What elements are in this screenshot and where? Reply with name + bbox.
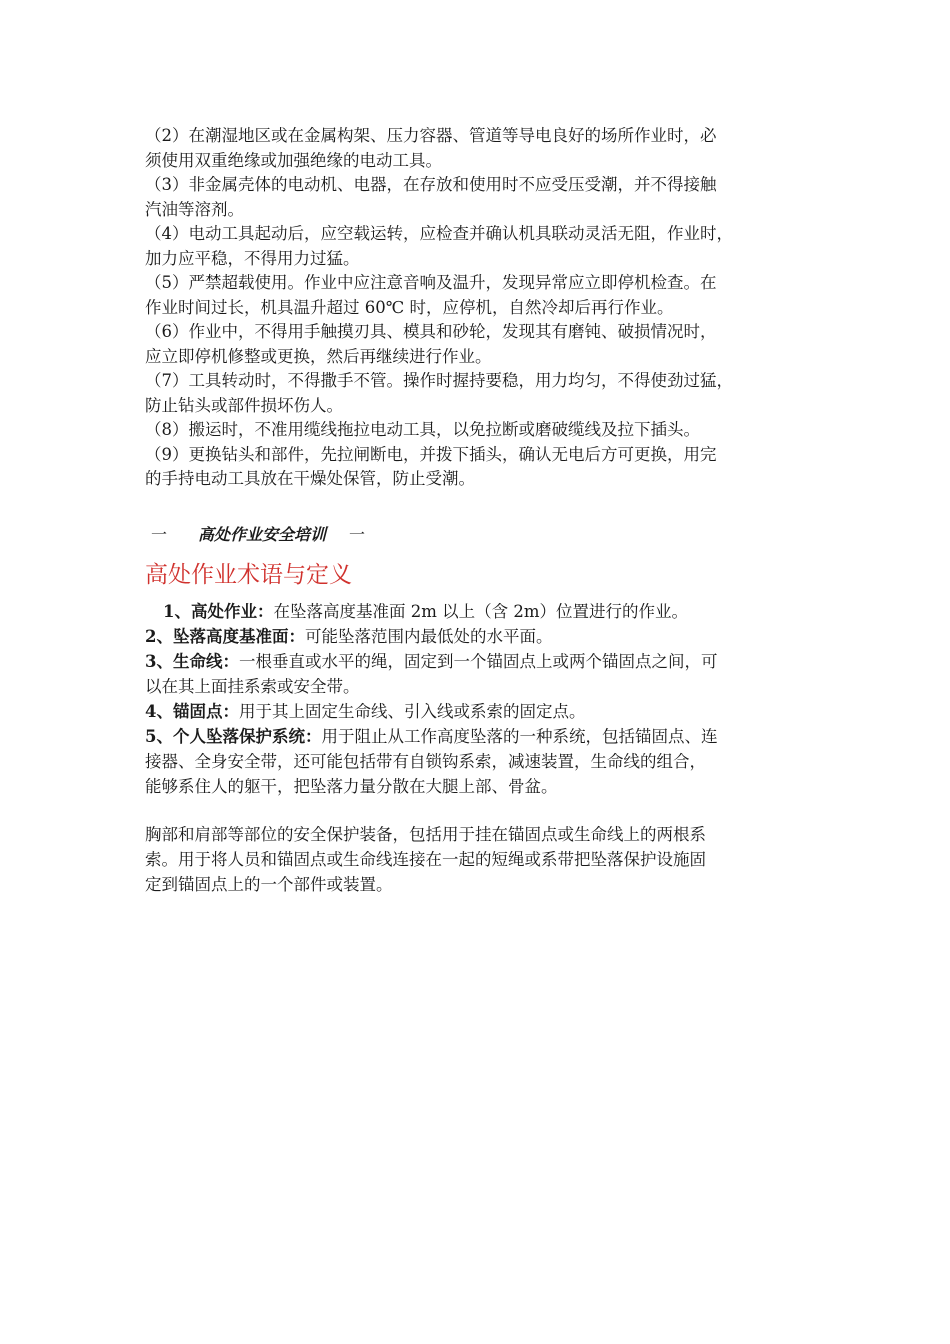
rule-line: 作业时间过长，机具温升超过 60℃ 时，应停机，自然冷却后再行作业。 (145, 297, 674, 317)
banner-dash-left: 一 (150, 525, 167, 544)
rule-line: （5）严禁超载使用。作业中应注意音响及温升，发现异常应立即停机检查。在 (145, 273, 717, 292)
section-title: 高处作业术语与定义 (145, 562, 352, 588)
term-text: 用于阻止从工作高度坠落的一种系统，包括锚固点、连 (321, 727, 718, 746)
term-line (145, 749, 825, 774)
term-line (145, 699, 825, 724)
rule-line: 应立即停机修整或更换，然后再继续进行作业。 (145, 346, 492, 366)
term-definitions (145, 599, 825, 799)
rule-line: （7）工具转动时，不得撒手不管。操作时握持要稳，用力均匀，不得使劲过猛， (145, 371, 733, 390)
rule-line: （8）搬运时，不准用缆线拖拉电动工具，以免拉断或磨破缆线及拉下插头。 (145, 420, 700, 439)
rule-line: （3）非金属壳体的电动机、电器，在存放和使用时不应受压受潮，并不得接触 (145, 175, 717, 194)
term-label: 3、生命线： (145, 652, 239, 671)
rule-line: 的手持电动工具放在干燥处保管，防止受潮。 (145, 469, 475, 488)
rule-line: （6）作业中，不得用手触摸刃具、模具和砂轮，发现其有磨钝、破损情况时， (145, 322, 717, 341)
term-label: 4、锚固点： (145, 702, 239, 721)
term-line (145, 724, 825, 749)
paragraph-line: 定到锚固点上的一个部件或装置。 (145, 875, 393, 894)
term-label: 5、个人坠落保护系统： (145, 727, 322, 746)
equipment-description (145, 822, 825, 897)
rule-line: （4）电动工具起动后，应空载运转，应检查并确认机具联动灵活无阻，作业时， (145, 224, 733, 243)
term-line (145, 674, 825, 699)
term-line (145, 649, 825, 674)
term-text: 用于其上固定生命线、引入线或系索的固定点。 (238, 702, 586, 721)
term-line (145, 624, 825, 649)
banner-title: 高处作业安全培训 (198, 525, 327, 544)
rule-line: 防止钻头或部件损坏伤人。 (145, 395, 343, 415)
rule-line: （9）更换钻头和部件，先拉闸断电，并拨下插头，确认无电后方可更换，用完 (145, 444, 717, 464)
rule-line: （2）在潮湿地区或在金属构架、压力容器、管道等导电良好的场所作业时，必 (145, 126, 717, 145)
power-tool-rules (145, 124, 825, 492)
term-text: 以在其上面挂系索或安全带。 (145, 677, 360, 696)
paragraph-line: 索。用于将人员和锚固点或生命线连接在一起的短绳或系带把坠落保护设施固 (145, 850, 706, 869)
term-label: 1、高处作业： (163, 602, 274, 621)
term-line (145, 774, 825, 799)
term-text: 接器、全身安全带，还可能包括带有自锁钩系索，减速装置，生命线的组合， (145, 752, 706, 771)
term-line (145, 599, 825, 624)
rule-line: 加力应平稳，不得用力过猛。 (145, 248, 360, 268)
term-text: 一根垂直或水平的绳，固定到一个锚固点上或两个锚固点之间，可 (238, 652, 718, 671)
rule-line: 须使用双重绝缘或加强绝缘的电动工具。 (145, 150, 442, 170)
banner-dash-right: 一 (349, 525, 366, 544)
rule-line: 汽油等溶剂。 (145, 199, 244, 219)
paragraph-line: 胸部和肩部等部位的安全保护装备，包括用于挂在锚固点或生命线上的两根系 (145, 825, 706, 844)
term-text: 能够系住人的躯干，把坠落力量分散在大腿上部、骨盆。 (145, 777, 558, 796)
term-text: 可能坠落范围内最低处的水平面。 (304, 627, 553, 646)
training-banner (150, 524, 366, 546)
term-text: 在坠落高度基准面 2m 以上（含 2m）位置进行的作业。 (273, 602, 689, 621)
term-label: 2、坠落高度基准面： (145, 627, 305, 646)
